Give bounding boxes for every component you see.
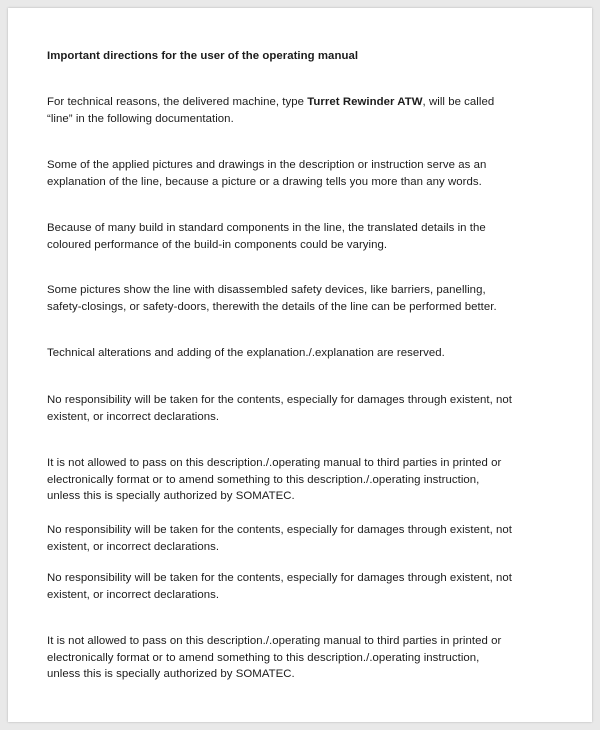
paragraph-line-2: explanation of the line, because a picture or a drawing tells you more than any words. xyxy=(47,175,482,188)
machine-type-name: Turret Rewinder ATW xyxy=(307,96,423,108)
paragraph-line-2: existent, or incorrect declarations. xyxy=(47,588,220,601)
paragraph-line-3: unless this is specially authorized by SOMATEC. xyxy=(47,668,295,680)
paragraph-line-1: Some of the applied pictures and drawings in the description or instruction serve as an xyxy=(47,159,487,171)
paragraph-line-1: It is not allowed to pass on this description./.operating manual to third parties in printed or xyxy=(47,457,502,469)
paragraph-responsibility-repeat-1 xyxy=(47,522,567,555)
paragraph-pictures xyxy=(47,157,567,190)
paragraph-line-1: No responsibility will be taken for the contents, especially for damages through existent, not xyxy=(47,524,513,536)
paragraph-responsibility-repeat-2 xyxy=(47,570,567,603)
paragraph-third-parties xyxy=(47,455,567,505)
paragraph-line-2: “line” in the following documentation. xyxy=(47,112,234,125)
paragraph-line-1: Because of many build in standard components in the line, the translated details in the xyxy=(47,222,486,234)
paragraph-line-1: Some pictures show the line with disassembled safety devices, like barriers, panelling, xyxy=(47,284,486,296)
heading-text: Important directions for the user of the operating manual xyxy=(47,50,359,62)
text-segment: , will be called xyxy=(422,96,495,108)
text-segment: For technical reasons, the delivered machine, type xyxy=(47,96,308,108)
paragraph-line-designation xyxy=(47,94,567,127)
paragraph-safety-devices xyxy=(47,282,567,315)
paragraph-third-parties-repeat xyxy=(47,633,567,683)
paragraph-alterations xyxy=(47,345,567,362)
paragraph-line-1: Technical alterations and adding of the explanation./.explanation are reserved. xyxy=(47,347,445,359)
paragraph-line-2: coloured performance of the build-in components could be varying. xyxy=(47,238,388,251)
paragraph-line-2: safety-closings, or safety-doors, therewith the details of the line can be performed better. xyxy=(47,300,497,313)
paragraph-line-2: existent, or incorrect declarations. xyxy=(47,410,220,423)
paragraph-line-2: existent, or incorrect declarations. xyxy=(47,540,220,553)
paragraph-line-2: electronically format or to amend something to this description./.operating instruction, xyxy=(47,473,480,486)
paragraph-line-2: electronically format or to amend something to this description./.operating instruction, xyxy=(47,651,480,664)
document-page xyxy=(8,8,592,722)
paragraph-line-1: It is not allowed to pass on this description./.operating manual to third parties in printed or xyxy=(47,635,502,647)
paragraph-line-3: unless this is specially authorized by SOMATEC. xyxy=(47,490,295,502)
paragraph-responsibility xyxy=(47,392,567,425)
document-heading xyxy=(47,48,567,65)
paragraph-line-1 xyxy=(47,94,567,111)
paragraph-line-1: No responsibility will be taken for the contents, especially for damages through existent, not xyxy=(47,572,513,584)
paragraph-line-1: No responsibility will be taken for the contents, especially for damages through existent, not xyxy=(47,394,513,406)
paragraph-components xyxy=(47,220,567,253)
